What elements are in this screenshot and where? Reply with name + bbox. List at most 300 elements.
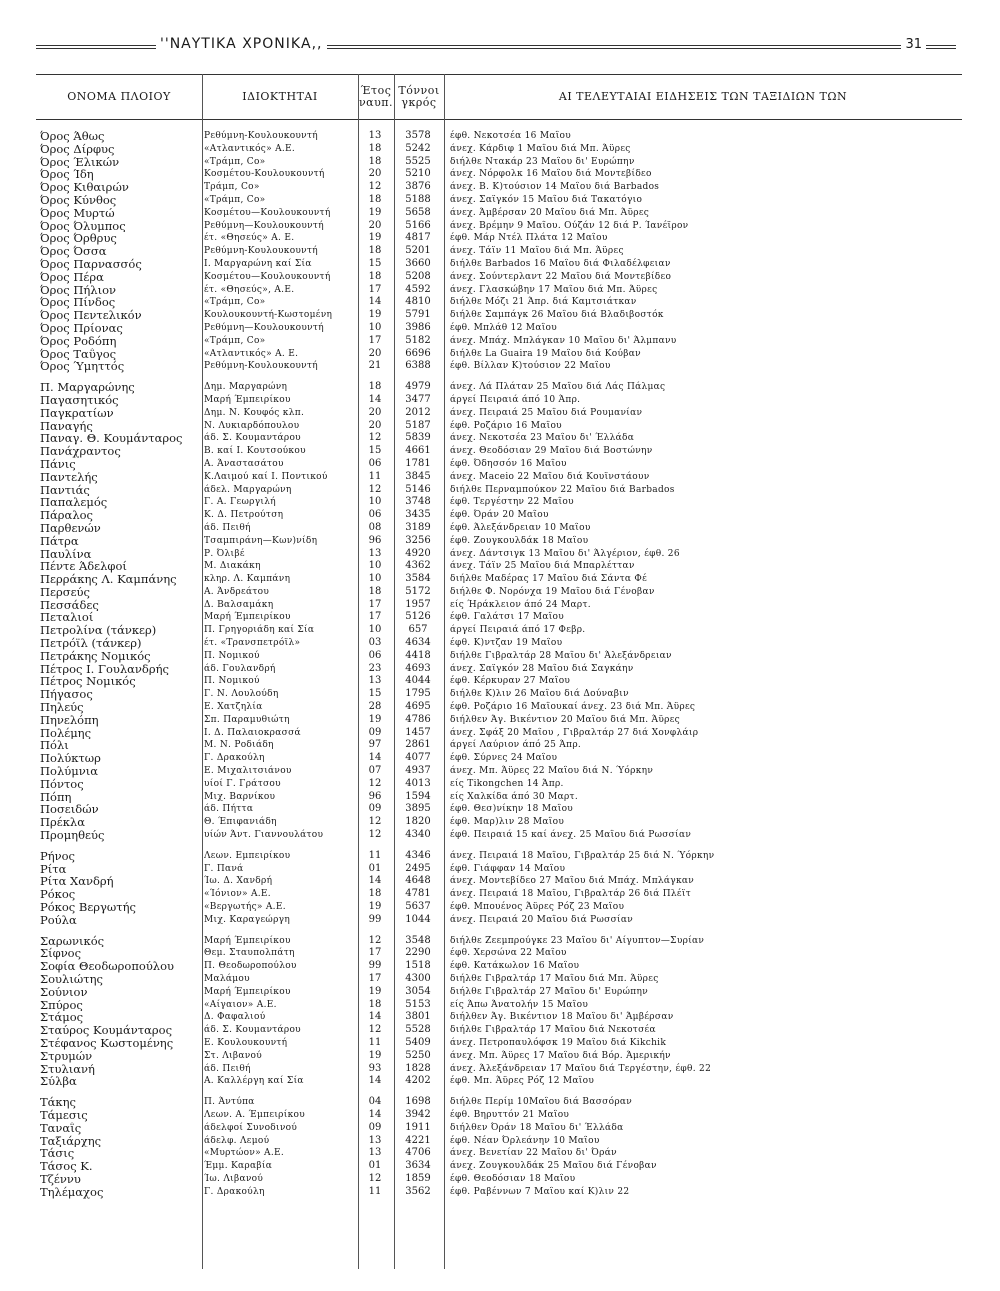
owner-cell: Ρεθύμνη-Κουλουκουντή — [204, 246, 318, 257]
latest-news-cell: έφθ. Τεργέστην 22 Μαΐου — [450, 497, 574, 508]
year-built-cell: 23 — [368, 662, 382, 674]
table-row — [36, 701, 962, 714]
ship-name-cell: Τάσις — [40, 1147, 75, 1161]
gross-tons-cell: 4300 — [405, 973, 431, 984]
owner-cell: άδ. Γουλανδρή — [204, 663, 276, 674]
table-row — [36, 245, 962, 258]
table-row — [36, 181, 962, 194]
latest-news-cell: έφθ. Όράν 20 Μαΐου — [450, 510, 549, 521]
ship-name-cell: Πόντος — [40, 777, 84, 791]
ship-name-cell: Παντιάς — [40, 483, 90, 497]
latest-news-cell: διήλθεν Όράν 18 Μαΐου δι' Έλλάδα — [450, 1122, 624, 1133]
year-built-cell: 15 — [368, 445, 382, 457]
owner-cell: άδελφοί Συνοδινού — [204, 1122, 298, 1133]
ship-name-cell: Πάτρα — [40, 534, 79, 548]
ship-group — [36, 130, 962, 373]
year-built-cell: 11 — [368, 849, 382, 861]
ship-name-cell: Προμηθεύς — [40, 829, 105, 842]
group-spacer — [36, 842, 962, 850]
year-built-cell: 14 — [368, 393, 382, 405]
gross-tons-cell: 5146 — [405, 483, 431, 495]
year-built-cell: 14 — [368, 752, 382, 764]
latest-news-cell: έφθ. Μάρ Ντέλ Πλάτα 12 Μαΐου — [450, 233, 608, 244]
col-owners: ΙΔΙΟΚΤΗΤΑΙ — [242, 90, 318, 103]
owner-cell: Π. Νομικού — [204, 676, 260, 687]
owner-cell: υίών Άντ. Γιαννουλάτου — [204, 830, 324, 841]
column-divider — [358, 74, 359, 1269]
owner-cell: κληρ. Λ. Καμπάνη — [204, 574, 291, 585]
owner-cell: Ίω. Λιβανού — [204, 1173, 264, 1184]
table-row — [36, 1037, 962, 1050]
owner-cell: «Αίγαιον» Α.Ε. — [204, 999, 277, 1010]
table-row — [36, 752, 962, 765]
owner-cell: Δημ. Ν. Κουφός κλπ. — [204, 407, 305, 418]
owner-cell: Ν. Λυκιαρδόπουλου — [204, 420, 300, 431]
owner-cell: Γ. Α. Γεωργιλή — [204, 497, 276, 508]
table-row — [36, 611, 962, 624]
table-row — [36, 1160, 962, 1173]
ship-name-cell: Όρος Κύνθος — [40, 193, 117, 207]
year-built-cell: 17 — [368, 334, 382, 346]
ship-name-cell: Όρος Κιθαιρών — [40, 181, 129, 194]
gross-tons-cell: 5210 — [405, 168, 431, 180]
ship-name-cell: Όρος Ταΰγος — [40, 347, 117, 361]
ship-name-cell: Παναγ. Θ. Κουμάνταρος — [40, 432, 183, 446]
owner-cell: Μαλάμου — [204, 974, 250, 984]
year-built-cell: 19 — [368, 713, 382, 725]
ship-name-cell: Όρος Ροδόπη — [40, 334, 117, 348]
gross-tons-cell: 4346 — [405, 849, 431, 861]
gross-tons-cell: 1781 — [405, 457, 431, 469]
year-built-cell: 11 — [368, 1185, 382, 1197]
table-row — [36, 143, 962, 156]
latest-news-cell: άνεχ. Λά Πλάταν 25 Μαΐου διά Λάς Πάλμας — [450, 382, 666, 393]
table-row — [36, 778, 962, 791]
owner-cell: Ρεθύμνη—Κουλουκουντή — [204, 322, 324, 333]
gross-tons-cell: 5637 — [405, 901, 431, 913]
latest-news-cell: είς Tikongchen 14 Άπρ. — [450, 778, 564, 789]
ship-name-cell: Πολύκτωρ — [40, 752, 101, 766]
gross-tons-cell: 4661 — [405, 445, 431, 457]
year-built-cell: 12 — [368, 1172, 382, 1184]
latest-news-cell: διήλθε Barbados 16 Μαΐου διά Φιλαδέλφειαν — [450, 258, 671, 269]
ship-name-cell: Τηλέμαχος — [40, 1185, 104, 1199]
year-built-cell: 17 — [368, 973, 382, 984]
ship-name-cell: Περσεύς — [40, 585, 90, 599]
latest-news-cell: έφθ. Μπουένος Άϋρες Ρόζ 23 Μαΐου — [450, 902, 625, 913]
gross-tons-cell: 1911 — [405, 1121, 431, 1133]
ship-group — [36, 935, 962, 1089]
gross-tons-cell: 1518 — [405, 960, 431, 972]
table-row — [36, 850, 962, 863]
gross-tons-cell: 4920 — [405, 547, 431, 559]
table-row — [36, 1024, 962, 1037]
table-row — [36, 888, 962, 901]
gross-tons-cell: 4013 — [405, 777, 431, 789]
latest-news-cell: άνεχ. Μοντεβίδεο 27 Μαΐου διά Μπάχ. Μπλάγκαν — [450, 876, 695, 887]
ship-name-cell: Ποσειδών — [40, 803, 99, 817]
table-row — [36, 624, 962, 637]
latest-news-cell: άνεχ. Νόρφολκ 16 Μαΐου διά Μοντεβίδεο — [450, 169, 652, 180]
year-built-cell: 13 — [368, 130, 382, 141]
owner-cell: Μιχ. Βαρνίκου — [204, 791, 276, 802]
gross-tons-cell: 5525 — [405, 155, 431, 167]
year-built-cell: 17 — [368, 283, 382, 295]
table-row — [36, 445, 962, 458]
table-row — [36, 548, 962, 561]
ship-name-cell: Ταξιάρχης — [40, 1134, 102, 1148]
col-tons: Τόννοι γκρός — [398, 84, 440, 109]
latest-news-cell: διήλθε Ντακάρ 23 Μαΐου δι' Ευρώπην — [450, 156, 635, 167]
table-row — [36, 296, 962, 309]
ship-name-cell: Ρούλα — [40, 913, 77, 927]
year-built-cell: 19 — [368, 901, 382, 913]
ship-name-cell: Τζέννυ — [40, 1172, 81, 1186]
year-built-cell: 18 — [368, 245, 382, 257]
gross-tons-cell: 4340 — [405, 829, 431, 841]
latest-news-cell: άνεχ. Πειραιά 18 Μαΐου, Γιβραλτάρ 26 διά Πλέϊτ — [450, 889, 691, 900]
column-divider — [444, 74, 445, 1269]
owner-cell: υίοί Γ. Γράτσου — [204, 778, 281, 789]
owner-cell: Τράμπ, Co» — [204, 182, 260, 193]
page-number: 31 — [901, 37, 926, 52]
latest-news-cell: διήλθε Γιβραλτάρ 17 Μαΐου διά Νεκοτσέα — [450, 1025, 656, 1036]
ship-name-cell: Π. Μαργαρώνης — [40, 381, 135, 394]
gross-tons-cell: 4044 — [405, 675, 431, 687]
ship-name-cell: Στέφανος Κωστομένης — [40, 1036, 174, 1050]
gross-tons-cell: 5126 — [405, 611, 431, 623]
owner-cell: Α. Καλλέργη καί Σία — [204, 1076, 304, 1087]
owner-cell: Ίω. Δ. Χανδρή — [204, 876, 273, 887]
gross-tons-cell: 5153 — [405, 998, 431, 1010]
table-row — [36, 1075, 962, 1088]
owner-cell: Ι. Μαργαρώνη καί Σία — [204, 258, 312, 269]
table-row — [36, 471, 962, 484]
owner-cell: Λεων. Εμπειρίκου — [204, 850, 291, 861]
owner-cell: Κοσμέτου-Κουλουκουντή — [204, 169, 325, 180]
latest-news-cell: έφθ. Νέαν Όρλεάνην 10 Μαΐου — [450, 1135, 600, 1146]
ship-name-cell: Σαρωνικός — [40, 934, 105, 948]
latest-news-cell: άνεχ. Β. Κ)τούσιον 14 Μαΐου διά Barbados — [450, 182, 660, 193]
year-built-cell: 12 — [368, 181, 382, 193]
table-row — [36, 309, 962, 322]
table-row — [36, 1109, 962, 1122]
gross-tons-cell: 3256 — [405, 534, 431, 546]
owner-cell: Π. Νομικού — [204, 650, 260, 661]
ship-name-cell: Πήγασος — [40, 688, 93, 702]
gross-tons-cell: 6696 — [405, 347, 431, 359]
owner-cell: άδ. Πειθή — [204, 1063, 251, 1074]
gross-tons-cell: 4817 — [405, 232, 431, 244]
gross-tons-cell: 4786 — [405, 713, 431, 725]
ship-name-cell: Πετρολίνα (τάνκερ) — [40, 624, 157, 638]
latest-news-cell: άνεχ. Μπ. Άϋρες 22 Μαΐου διά Ν. Ύόρκην — [450, 766, 654, 777]
latest-news-cell: διήλθε Περίμ 10Μαΐου διά Βασσόραν — [450, 1097, 633, 1108]
year-built-cell: 11 — [368, 1036, 382, 1048]
ship-name-cell: Παυλίνα — [40, 547, 92, 561]
latest-news-cell: άργεί Λαύριον άπό 25 Άπρ. — [450, 740, 582, 751]
table-row — [36, 727, 962, 740]
latest-news-cell: έφθ. Άλεξάνδρειαν 10 Μαΐου — [450, 522, 591, 533]
ship-name-cell: Σουλιώτης — [40, 973, 103, 986]
owner-cell: «Βεργωτής» Α.Ε. — [204, 902, 286, 913]
year-built-cell: 03 — [368, 637, 382, 649]
gross-tons-cell: 4634 — [405, 637, 431, 649]
gross-tons-cell: 3578 — [405, 130, 431, 141]
table-row — [36, 156, 962, 169]
group-spacer — [36, 1088, 962, 1096]
latest-news-cell: διήλθε Κ)λιν 26 Μαΐου διά Δούναβιν — [450, 689, 629, 700]
year-built-cell: 28 — [368, 701, 382, 713]
gross-tons-cell: 5658 — [405, 206, 431, 218]
year-built-cell: 04 — [368, 1096, 382, 1108]
owner-cell: Κ.Λαιμού καί Ι. Ποντικού — [204, 471, 328, 482]
ship-group — [36, 381, 962, 842]
latest-news-cell: έφθ. Ροζάριο 16 Μαΐου — [450, 420, 562, 431]
gross-tons-cell: 4648 — [405, 875, 431, 887]
gross-tons-cell: 5187 — [405, 419, 431, 431]
table-row — [36, 973, 962, 986]
year-built-cell: 13 — [368, 675, 382, 687]
table-row — [36, 1173, 962, 1186]
latest-news-cell: άνεχ. Πειραιά 25 Μαΐου διά Ρουμανίαν — [450, 407, 643, 418]
latest-news-cell: διήλθε Γιβραλτάρ 17 Μαΐου διά Μπ. Άϋρες — [450, 974, 659, 984]
owner-cell: Μαρή Έμπειρίκου — [204, 986, 291, 997]
year-built-cell: 09 — [368, 726, 382, 738]
table-row — [36, 420, 962, 433]
table-body — [36, 120, 962, 1199]
year-built-cell: 14 — [368, 296, 382, 308]
latest-news-cell: άνεχ. Τάϊν 11 Μαΐου διά Μπ. Άϋρες — [450, 246, 624, 257]
owner-cell: Ε. Μιχαλιτσιάνου — [204, 766, 292, 777]
ship-name-cell: Πολύμνια — [40, 765, 98, 778]
ship-name-cell: Σοφία Θεοδωροπούλου — [40, 960, 175, 973]
ship-name-cell: Σπύρος — [40, 998, 83, 1012]
table-row — [36, 829, 962, 842]
owner-cell: Ι. Δ. Παλαιοκρασσά — [204, 727, 301, 738]
year-built-cell: 17 — [368, 598, 382, 610]
gross-tons-cell: 4810 — [405, 296, 431, 308]
latest-news-cell: έφθ. Βηρυττόν 21 Μαΐου — [450, 1109, 570, 1120]
gross-tons-cell: 4362 — [405, 560, 431, 572]
gross-tons-cell: 4418 — [405, 649, 431, 661]
ship-name-cell: Ρίτα — [40, 862, 67, 876]
owner-cell: Ρεθύμνη-Κουλουκουντή — [204, 361, 318, 372]
gross-tons-cell: 5250 — [405, 1049, 431, 1061]
table-row — [36, 586, 962, 599]
owner-cell: Θεμ. Σταυπολπάτη — [204, 948, 295, 959]
latest-news-cell: έφθ. Νεκοτσέα 16 Μαΐου — [450, 131, 572, 141]
year-built-cell: 20 — [368, 347, 382, 359]
owner-cell: Γ. Δρακούλη — [204, 753, 265, 764]
table-row — [36, 986, 962, 999]
ship-name-cell: Όρος Δίρφυς — [40, 142, 115, 156]
latest-news-cell: διήλθε Ζεεμπρούγκε 23 Μαΐου δι' Αίγυπτον—Συρίαν — [450, 935, 705, 946]
owner-cell: Α. Άνδρεάτου — [204, 586, 270, 597]
owner-cell: Μαρή Έμπειρίκου — [204, 394, 291, 405]
ship-name-cell: Ρίτα Χανδρή — [40, 875, 114, 889]
gross-tons-cell: 3895 — [405, 803, 431, 815]
latest-news-cell: άνεχ. Κάρδιφ 1 Μαΐου διά Μπ. Άϋρες — [450, 143, 631, 154]
table-row — [36, 803, 962, 816]
ship-name-cell: Πετρόϊλ (τάνκερ) — [40, 637, 142, 650]
table-row — [36, 284, 962, 297]
owner-cell: Δ. Φαφαλιού — [204, 1012, 266, 1023]
gross-tons-cell: 4202 — [405, 1075, 431, 1087]
year-built-cell: 18 — [368, 193, 382, 205]
table-row — [36, 599, 962, 612]
owner-cell: έτ. «Θησεύς» Α. Ε. — [204, 233, 295, 244]
year-built-cell: 99 — [368, 960, 382, 972]
year-built-cell: 14 — [368, 1108, 382, 1120]
gross-tons-cell: 4979 — [405, 381, 431, 393]
gross-tons-cell: 3584 — [405, 573, 431, 585]
gross-tons-cell: 3634 — [405, 1160, 431, 1172]
latest-news-cell: διήλθε Περναμπούκον 22 Μαΐου διά Barbados — [450, 484, 675, 495]
ship-name-cell: Πέτρος Νομικός — [40, 675, 136, 689]
table-header — [36, 74, 962, 120]
table-row — [36, 484, 962, 497]
table-row — [36, 1050, 962, 1063]
ship-name-cell: Όρος Μυρτώ — [40, 206, 115, 220]
latest-news-cell: έφθ. Βίλλαν Κ)τούσιον 22 Μαΐου — [450, 361, 611, 372]
owner-cell: Έμμ. Καραβία — [204, 1161, 273, 1172]
table-row — [36, 535, 962, 548]
owner-cell: Μαρή Έμπειρίκου — [204, 935, 291, 946]
table-row — [36, 509, 962, 522]
gross-tons-cell: 4695 — [405, 701, 431, 713]
year-built-cell: 17 — [368, 947, 382, 959]
ship-name-cell: Στυλιανή — [40, 1062, 95, 1076]
latest-news-cell: διήλθε Φ. Νορόνχα 19 Μαΐου διά Γένοβαν — [450, 586, 655, 597]
year-built-cell: 01 — [368, 1160, 382, 1172]
ship-name-cell: Πόπη — [40, 790, 72, 804]
gross-tons-cell: 1795 — [405, 688, 431, 700]
owner-cell: «Τράμπ, Co» — [204, 297, 266, 308]
year-built-cell: 18 — [368, 585, 382, 597]
table-row — [36, 407, 962, 420]
ship-name-cell: Τάμεσις — [40, 1108, 88, 1122]
ship-name-cell: Ρόκος — [40, 888, 76, 902]
table-row — [36, 688, 962, 701]
latest-news-cell: έφθ. Ροζάριο 16 Μαΐουκαί άνεχ. 23 διά Μπ. Άϋρες — [450, 702, 696, 713]
ship-name-cell: Πέντε Άδελφοί — [40, 560, 127, 574]
table-row — [36, 901, 962, 914]
owner-cell: Π. Άντύπα — [204, 1097, 255, 1108]
gross-tons-cell: 5182 — [405, 334, 431, 346]
owner-cell: Ρεθύμνη—Κουλουκουντή — [204, 220, 324, 231]
table-row — [36, 432, 962, 445]
owner-cell: Α. Άναστασάτου — [204, 458, 284, 469]
owner-cell: Λεων. Α. Έμπειρίκου — [204, 1109, 306, 1120]
year-built-cell: 06 — [368, 457, 382, 469]
latest-news-cell: άνεχ. Βρέμην 9 Μαΐου. Ούζάν 12 διά Ρ. Ίανέϊρον — [450, 220, 689, 231]
latest-news-cell: άνεχ. Τάϊν 25 Μαΐου διά Μπαρλέτταν — [450, 561, 635, 572]
year-built-cell: 07 — [368, 765, 382, 777]
latest-news-cell: έφθ. Όδησσόν 16 Μαΐου — [450, 458, 567, 469]
ship-name-cell: Ρόκος Βεργωτής — [40, 901, 136, 914]
ship-name-cell: Σύλβα — [40, 1075, 77, 1089]
owner-cell: έτ. «Τρανσπετρόϊλ» — [204, 638, 301, 649]
gross-tons-cell: 4706 — [405, 1147, 431, 1159]
year-built-cell: 08 — [368, 521, 382, 533]
latest-news-cell: έφθ. Θεσ)νίκην 18 Μαΐου — [450, 804, 574, 815]
table-row — [36, 496, 962, 509]
ship-name-cell: Όρος Όρθρυς — [40, 232, 117, 246]
year-built-cell: 97 — [368, 739, 382, 751]
ship-name-cell: Όρος Άθως — [40, 130, 105, 143]
year-built-cell: 15 — [368, 257, 382, 269]
ship-name-cell: Τάκης — [40, 1096, 76, 1109]
table-row — [36, 1147, 962, 1160]
gross-tons-cell: 1594 — [405, 790, 431, 802]
table-row — [36, 960, 962, 973]
year-built-cell: 19 — [368, 1049, 382, 1061]
latest-news-cell: άνεχ. Άμβέρσαν 20 Μαΐου διά Μπ. Άϋρες — [450, 207, 650, 218]
year-built-cell: 18 — [368, 888, 382, 900]
year-built-cell: 18 — [368, 381, 382, 393]
year-built-cell: 96 — [368, 534, 382, 546]
year-built-cell: 13 — [368, 1147, 382, 1159]
ship-name-cell: Πολέμης — [40, 726, 92, 740]
owner-cell: Μιχ. Καραγεώργη — [204, 914, 291, 925]
owner-cell: Ε. Κουλουκουντή — [204, 1037, 288, 1048]
ship-name-cell: Περράκης Λ. Καμπάνης — [40, 573, 177, 586]
gross-tons-cell: 5172 — [405, 585, 431, 597]
latest-news-cell: διήλθε Σαμπάγκ 26 Μαΐου διά Βλαδιβοστόκ — [450, 310, 664, 321]
year-built-cell: 10 — [368, 624, 382, 636]
ship-name-cell: Τάσος Κ. — [40, 1160, 93, 1173]
table-row — [36, 816, 962, 829]
table-row — [36, 914, 962, 927]
latest-news-cell: άνεχ. Δάντσιγκ 13 Μαΐου δι' Άλγέριον, έφθ. 26 — [450, 548, 680, 559]
latest-news-cell: άργεί Πειραιά άπό 17 Φεβρ. — [450, 625, 586, 636]
table-row — [36, 381, 962, 394]
latest-news-cell: άνεχ. Γλασκώβην 17 Μαΐου διά Μπ. Άϋρες — [450, 284, 658, 295]
ship-name-cell: Παγασητικός — [40, 393, 119, 407]
gross-tons-cell: 1044 — [405, 913, 431, 925]
owner-cell: Γ. Ν. Λουλούδη — [204, 689, 279, 700]
col-ship-name: ΟΝΟΜΑ ΠΛΟΙΟΥ — [67, 90, 171, 103]
ship-name-cell: Πηνελόπη — [40, 713, 99, 727]
group-spacer — [36, 927, 962, 935]
latest-news-cell: διήλθεν Άγ. Βικέντιον 18 Μαΐου δι' Άμβέρσαν — [450, 1012, 674, 1023]
owner-cell: Σπ. Παραμυθιώτη — [204, 714, 290, 725]
year-built-cell: 11 — [368, 470, 382, 482]
year-built-cell: 99 — [368, 913, 382, 925]
table-row — [36, 394, 962, 407]
table-row — [36, 130, 962, 143]
latest-news-cell: έφθ. Γαλάτσι 17 Μαΐου — [450, 612, 565, 623]
latest-news-cell: άνεχ. Σαϊγκόν 28 Μαΐου διά Σαγκάην — [450, 663, 634, 674]
table-row — [36, 714, 962, 727]
year-built-cell: 10 — [368, 573, 382, 585]
gross-tons-cell: 5166 — [405, 219, 431, 231]
gross-tons-cell: 5242 — [405, 142, 431, 154]
year-built-cell: 20 — [368, 168, 382, 180]
ship-group — [36, 850, 962, 927]
owner-cell: άδ. Σ. Κουμαντάρου — [204, 1025, 301, 1036]
latest-news-cell: διήλθε Μαδέρας 17 Μαΐου διά Σάντα Φέ — [450, 574, 648, 585]
year-built-cell: 12 — [368, 483, 382, 495]
ship-name-cell: Παναγής — [40, 419, 93, 433]
year-built-cell: 20 — [368, 406, 382, 418]
gross-tons-cell: 3054 — [405, 985, 431, 997]
year-built-cell: 12 — [368, 432, 382, 444]
latest-news-cell: διήλθε Μόζι 21 Άπρ. διά Καμτσιάτκαν — [450, 297, 637, 308]
group-spacer — [36, 373, 962, 381]
gross-tons-cell: 5208 — [405, 270, 431, 282]
